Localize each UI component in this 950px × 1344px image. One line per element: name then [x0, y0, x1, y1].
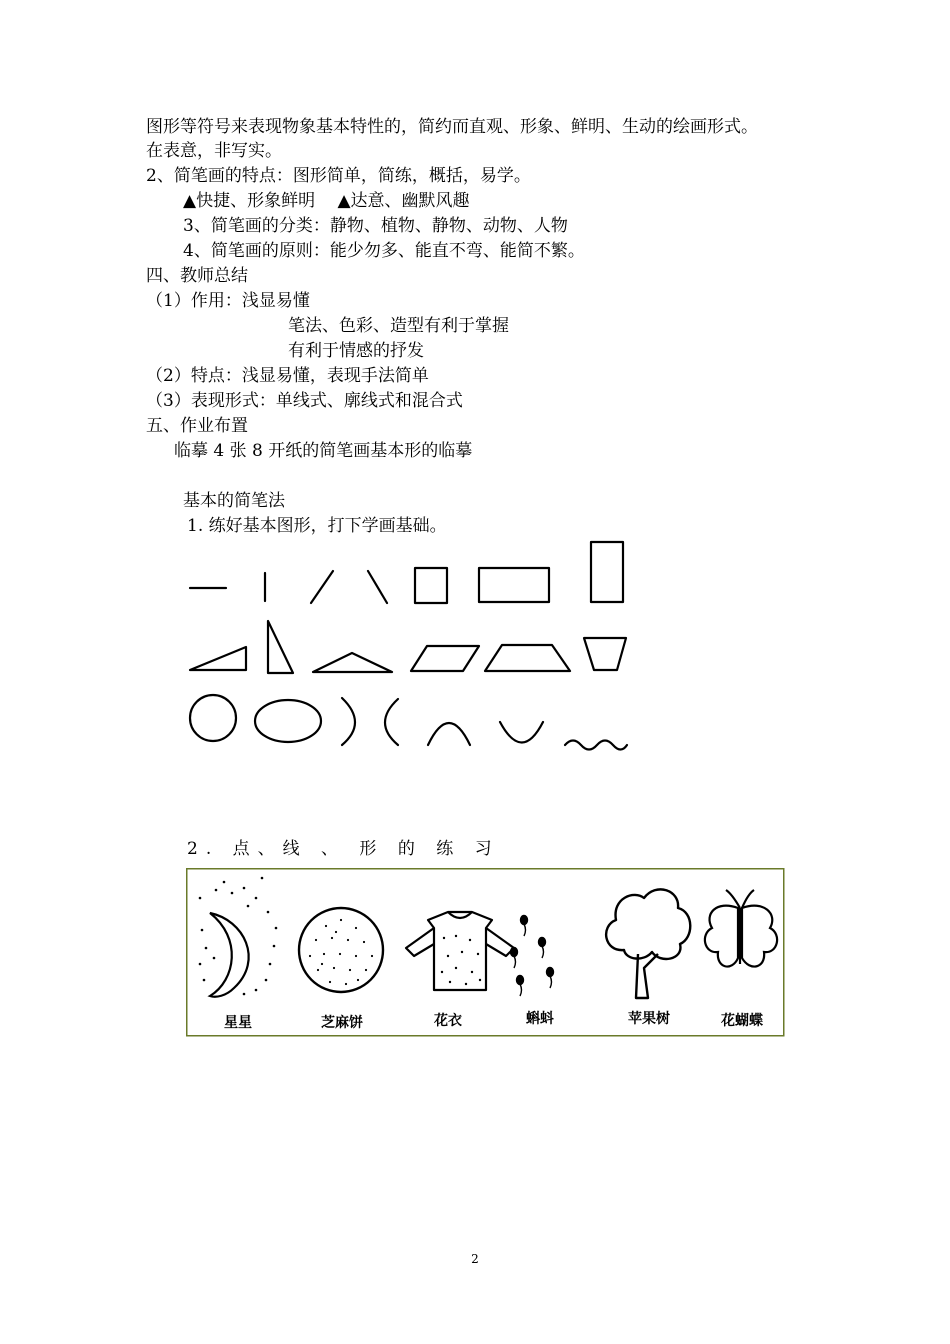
oval-shape [255, 700, 321, 742]
wave-line-shape [565, 741, 627, 750]
flowered-shirt-drawing [406, 912, 514, 990]
square-shape [415, 568, 447, 603]
item-1-label: 1. 练好基本图形，打下学画基础。 [187, 516, 447, 536]
arch-shape [428, 723, 470, 745]
label-tadpole: 蝌蚪 [526, 1011, 554, 1027]
text-line-5: 3、简笔画的分类：静物、植物、静物、动物、人物 [183, 216, 568, 236]
parallelogram-shape [411, 646, 479, 671]
butterfly-drawing [705, 890, 777, 967]
tall-rectangle-shape [591, 542, 623, 602]
item-2-label: 2. 点、线 、 形 的 练 习 [187, 839, 500, 859]
basic-shapes-figure [180, 535, 640, 760]
moon-stars-drawing [199, 877, 278, 997]
text-line-13: 五、作业布置 [146, 416, 248, 436]
text-line-11: （2）特点：浅显易懂，表现手法简单 [146, 366, 429, 386]
text-line-7: 四、教师总结 [146, 266, 248, 286]
text-line-8: （1）作用：浅显易懂 [146, 291, 310, 311]
cup-arc-shape [500, 722, 543, 743]
wide-rectangle-shape [479, 568, 549, 602]
tadpoles-drawing [511, 916, 554, 997]
label-butterfly: 花蝴蝶 [721, 1013, 763, 1029]
trapezoid-shape [485, 645, 570, 671]
right-triangle-shape [190, 647, 246, 670]
text-line-14: 临摹 4 张 8 开纸的简笔画基本形的临摹 [174, 441, 473, 461]
apple-tree-drawing [606, 889, 690, 998]
right-arc-shape [342, 698, 355, 745]
text-line-3: 2、简笔画的特点：图形简单，简练，概括，易学。 [146, 166, 531, 186]
label-apple-tree: 苹果树 [628, 1011, 670, 1027]
circle-shape [190, 695, 236, 741]
page-number: 2 [471, 1252, 479, 1266]
text-line-6: 4、简笔画的原则：能少勿多、能直不弯、能简不繁。 [183, 241, 585, 261]
text-line-4: ▲快捷、形象鲜明 ▲达意、幽默风趣 [183, 191, 470, 211]
label-flower-shirt: 花衣 [434, 1013, 462, 1029]
text-line-9: 笔法、色彩、造型有利于掌握 [288, 316, 509, 336]
left-arc-shape [385, 699, 398, 745]
label-stars: 星星 [224, 1015, 252, 1031]
text-line-12: （3）表现形式：单线式、廓线式和混合式 [146, 391, 463, 411]
sesame-cake-drawing [299, 908, 383, 992]
flat-triangle-shape [313, 653, 392, 672]
text-line-10: 有利于情感的抒发 [288, 341, 424, 361]
text-line-1: 图形等符号来表现物象基本特性的，简约而直观、形象、鲜明、生动的绘画形式。 [146, 117, 758, 137]
slash-line-shape [311, 571, 333, 603]
section-heading: 基本的简笔法 [183, 491, 285, 511]
text-line-2: 在表意，非写实。 [146, 141, 282, 161]
backslash-line-shape [368, 571, 387, 603]
tall-triangle-shape [268, 621, 293, 673]
label-sesame-cake: 芝麻饼 [321, 1015, 363, 1031]
inverted-trapezoid-shape [584, 638, 626, 670]
